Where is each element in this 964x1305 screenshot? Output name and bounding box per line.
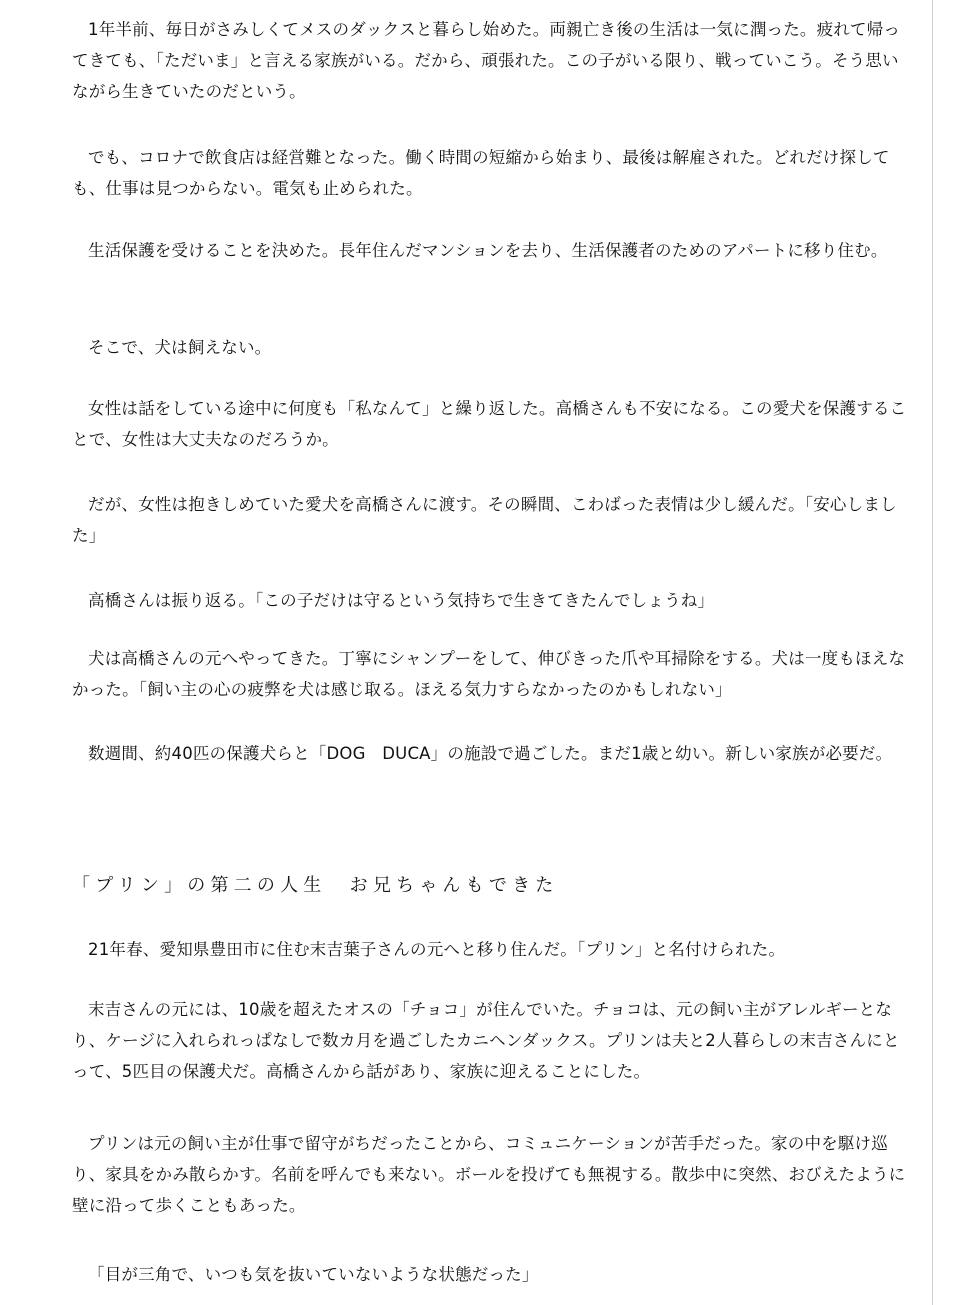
page-edge-divider <box>932 0 933 1305</box>
article-paragraph-2: でも、コロナで飲食店は経営難となった。働く時間の短縮から始まり、最後は解雇された。どれだけ探しても、仕事は見つからない。電気も止められた。 <box>72 148 890 198</box>
section-paragraph-4: 「目が三角で、いつも気を抜いていないような状態だった」 <box>88 1265 539 1284</box>
section-heading: 「プリン」の第二の人生 お兄ちゃんもできた <box>72 875 559 896</box>
article-paragraph-4: そこで、犬は飼えない。 <box>88 338 272 357</box>
section-paragraph-1: 21年春、愛知県豊田市に住む末吉葉子さんの元へと移り住んだ。「プリン」と名付けられた。 <box>88 940 786 959</box>
article-paragraph-7: 高橋さんは振り返る。「この子だけは守るという気持ちで生きてきたんでしょうね」 <box>88 591 715 610</box>
section-paragraph-3: プリンは元の飼い主が仕事で留守がちだったことから、コミュニケーションが苦手だった。家の中を駆け巡り、家具をかみ散らかす。名前を呼んでも来ない。ボールを投げても無視する。散歩中に突然、おびえたように壁に沿って歩くこともあった。 <box>72 1134 906 1215</box>
section-paragraph-2: 末吉さんの元には、10歳を超えたオスの「チョコ」が住んでいた。チョコは、元の飼い主がアレルギーとなり、ケージに入れられっぱなしで数カ月を過ごしたカニヘンダックス。プリンは夫と2人暮らしの末吉さんにとって、5匹目の保護犬だ。高橋さんから話があり、家族に迎えることにした。 <box>72 1000 900 1081</box>
article-paragraph-1: 1年半前、毎日がさみしくてメスのダックスと暮らし始めた。両親亡き後の生活は一気に潤った。疲れて帰ってきても、「ただいま」と言える家族がいる。だから、頑張れた。この子がいる限り、戦っていこう。そう思いながら生きていたのだという。 <box>72 20 901 101</box>
article-paragraph-6: だが、女性は抱きしめていた愛犬を高橋さんに渡す。その瞬間、こわばった表情は少し緩んだ。「安心しました」 <box>72 495 897 545</box>
article-paragraph-9: 数週間、約40匹の保護犬らと「DOG DUCA」の施設で過ごした。まだ1歳と幼い。新しい家族が必要だ。 <box>88 744 893 763</box>
article-paragraph-5: 女性は話をしている途中に何度も「私なんて」と繰り返した。高橋さんも不安になる。この愛犬を保護することで、女性は大丈夫なのだろうか。 <box>72 399 907 449</box>
article-paragraph-8: 犬は高橋さんの元へやってきた。丁寧にシャンプーをして、伸びきった爪や耳掃除をする。犬は一度もほえなかった。「飼い主の心の疲弊を犬は感じ取る。ほえる気力すらなかったのかもしれない」 <box>72 649 906 699</box>
article-paragraph-3: 生活保護を受けることを決めた。長年住んだマンションを去り、生活保護者のためのアパートに移り住む。 <box>88 241 888 260</box>
